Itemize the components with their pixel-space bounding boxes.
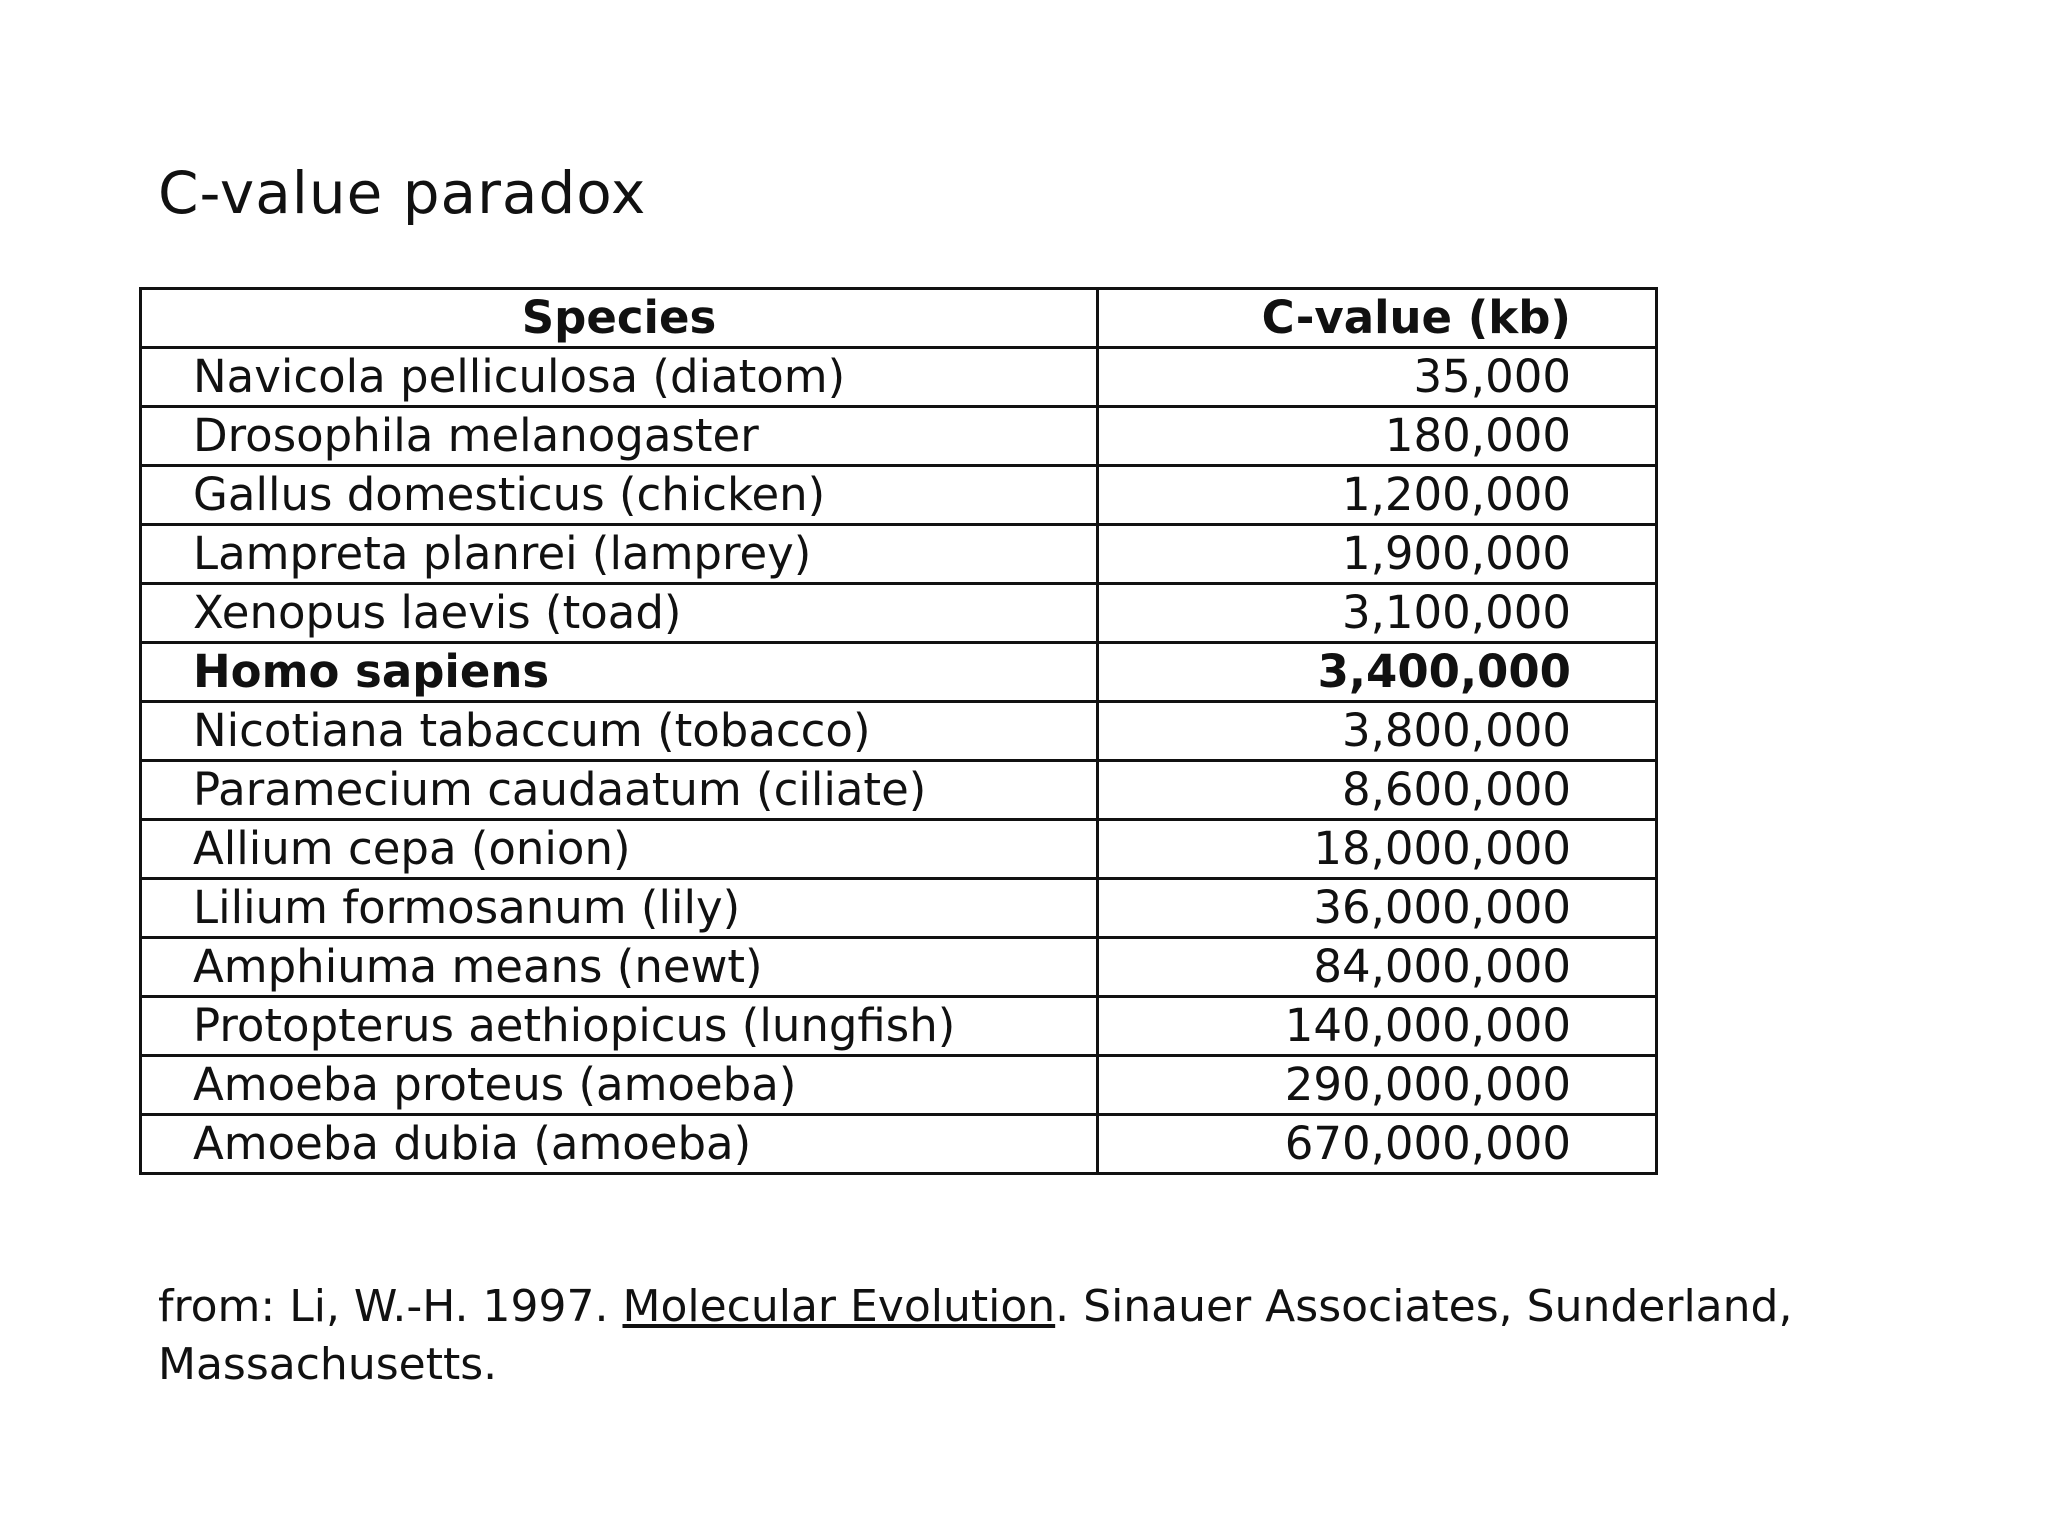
citation-suffix: . Sinauer Associates, Sunderland, Massachusetts.: [158, 1281, 1793, 1390]
table-row: [141, 938, 1657, 997]
c-value-cell: 18,000,000: [1098, 820, 1657, 879]
table-body: [141, 348, 1657, 1174]
species-cell: Homo sapiens: [141, 643, 1098, 702]
table-row: [141, 525, 1657, 584]
c-value-cell: 180,000: [1098, 407, 1657, 466]
c-value-cell: 670,000,000: [1098, 1115, 1657, 1174]
table-header-row: [141, 289, 1657, 348]
table-row: [141, 997, 1657, 1056]
c-value-cell: 3,800,000: [1098, 702, 1657, 761]
c-value-cell: 1,900,000: [1098, 525, 1657, 584]
citation: [158, 1278, 2018, 1394]
table-row: [141, 348, 1657, 407]
c-value-cell: 1,200,000: [1098, 466, 1657, 525]
table-row: [141, 466, 1657, 525]
species-cell: Gallus domesticus (chicken): [141, 466, 1098, 525]
page-title: C-value paradox: [158, 159, 647, 227]
citation-prefix: from: Li, W.-H. 1997.: [158, 1281, 623, 1332]
table-row: [141, 761, 1657, 820]
species-cell: Allium cepa (onion): [141, 820, 1098, 879]
species-cell: Amoeba dubia (amoeba): [141, 1115, 1098, 1174]
c-value-cell: 3,100,000: [1098, 584, 1657, 643]
c-value-cell: 3,400,000: [1098, 643, 1657, 702]
c-value-cell: 290,000,000: [1098, 1056, 1657, 1115]
c-value-cell: 36,000,000: [1098, 879, 1657, 938]
table-row: [141, 584, 1657, 643]
c-value-cell: 84,000,000: [1098, 938, 1657, 997]
c-value-table: [139, 287, 1658, 1175]
c-value-cell: 35,000: [1098, 348, 1657, 407]
species-cell: Protopterus aethiopicus (lungfish): [141, 997, 1098, 1056]
table-row: [141, 879, 1657, 938]
citation-book-title: Molecular Evolution: [622, 1281, 1056, 1332]
table-row: [141, 1115, 1657, 1174]
species-cell: Lampreta planrei (lamprey): [141, 525, 1098, 584]
species-cell: Drosophila melanogaster: [141, 407, 1098, 466]
species-cell: Amphiuma means (newt): [141, 938, 1098, 997]
table-row: [141, 407, 1657, 466]
species-cell: Amoeba proteus (amoeba): [141, 1056, 1098, 1115]
species-column-header: Species: [141, 289, 1098, 348]
c-value-cell: 140,000,000: [1098, 997, 1657, 1056]
species-cell: Navicola pelliculosa (diatom): [141, 348, 1098, 407]
table-row: [141, 643, 1657, 702]
species-cell: Lilium formosanum (lily): [141, 879, 1098, 938]
c-value-column-header: C-value (kb): [1098, 289, 1657, 348]
c-value-cell: 8,600,000: [1098, 761, 1657, 820]
species-cell: Xenopus laevis (toad): [141, 584, 1098, 643]
table-row: [141, 1056, 1657, 1115]
species-cell: Nicotiana tabaccum (tobacco): [141, 702, 1098, 761]
c-value-table-container: [139, 287, 1655, 1175]
table-row: [141, 702, 1657, 761]
table-row: [141, 820, 1657, 879]
species-cell: Paramecium caudaatum (ciliate): [141, 761, 1098, 820]
